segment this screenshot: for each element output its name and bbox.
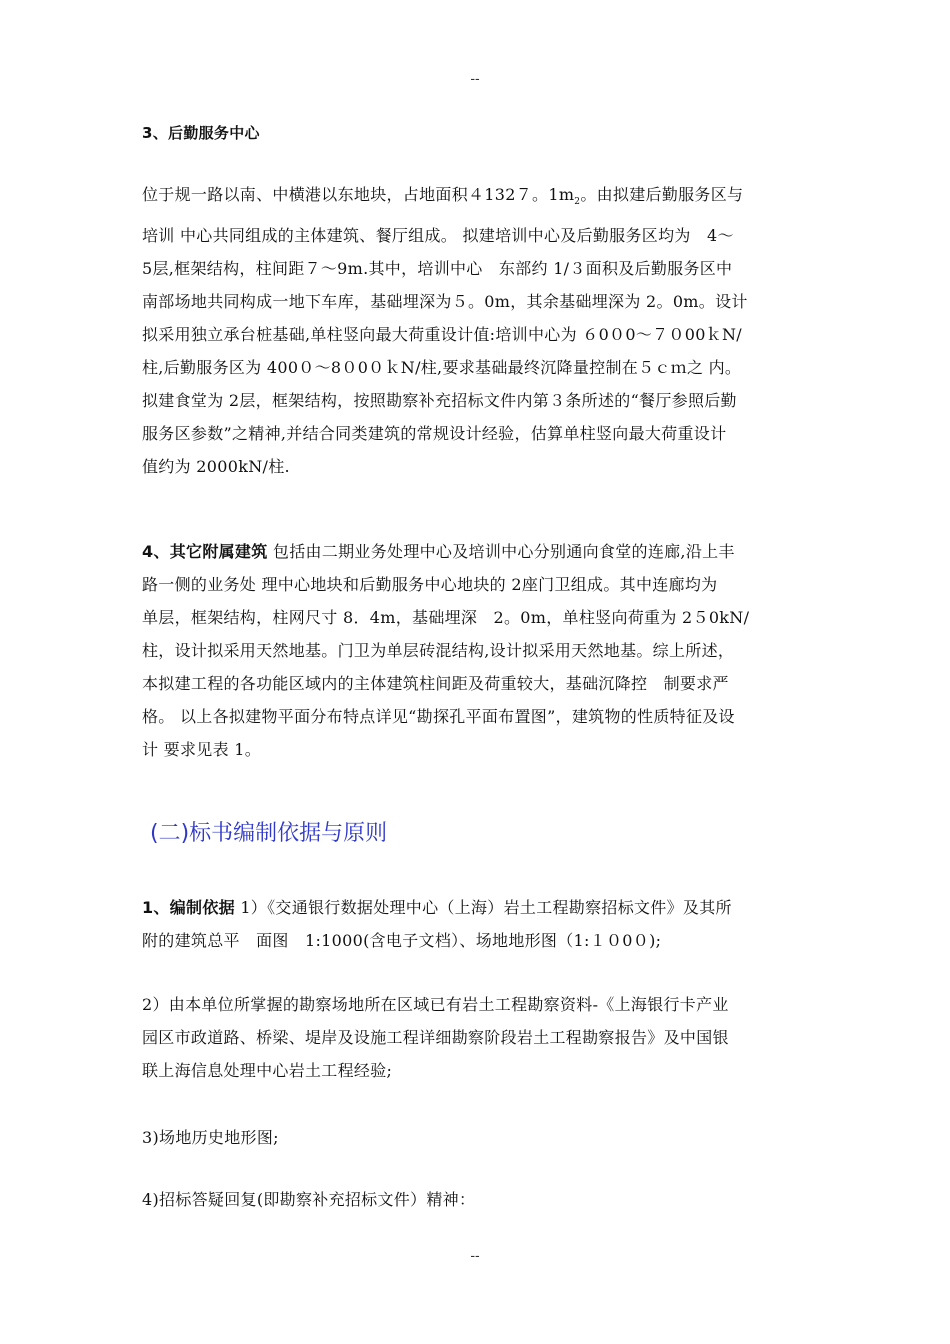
section4-line-5: 本拟建工程的各功能区域内的主体建筑柱间距及荷重较大，基础沉降控 制要求严 — [142, 674, 729, 693]
section3-line-1: 位于规一路以南、中横港以东地块，占地面积４132７。$1m_2$。由拟建后勤服务区与 — [142, 185, 744, 207]
basis-line-2: 附的建筑总平 面图 1:1000(含电子文档）、场地地形图（1:１０0０); — [142, 931, 662, 950]
section3-body — [142, 178, 810, 483]
section4-line-3: 单层，框架结构，柱网尺寸 8．4m，基础埋深 2。0m，单柱竖向荷重为 2５0kN/ — [142, 608, 750, 627]
section3-line-7: 拟建食堂为 2层，框架结构，按照勘察补充招标文件内第３条所述的“餐厅参照后勤 — [142, 391, 737, 410]
section4-heading: 4、其它附属建筑 — [142, 542, 268, 561]
section3-line-3: 5层,框架结构，柱间距７～9m.其中，培训中心 东部约 1/３面积及后勤服务区中 — [142, 259, 733, 278]
section3-line-8: 服务区参数”之精神,并结合同类建筑的常规设计经验，估算单柱竖向最大荷重设计 — [142, 424, 727, 443]
basis-item2-line-3: 联上海信息处理中心岩土工程经验; — [142, 1061, 393, 1080]
section-heading-basis-principles: (二)标书编制依据与原则 — [150, 821, 388, 846]
section3-heading: 3、后勤服务中心 — [142, 124, 260, 142]
section4-body — [142, 535, 810, 766]
basis-item-4: 4)招标答疑回复(即勘察补充招标文件）精神： — [142, 1190, 476, 1209]
section3-line-9: 值约为 2000kN/柱. — [142, 457, 290, 476]
basis-item2-line-1: 2）由本单位所掌握的勘察场地所在区域已有岩土工程勘察资料-《上海银行卡产业 — [142, 995, 729, 1014]
page-footer-mark: -- — [470, 1247, 480, 1263]
basis-item2-line-2: 园区市政道路、桥梁、堤岸及设施工程详细勘察阶段岩土工程勘察报告》及中国银 — [142, 1028, 729, 1047]
page-header-mark: -- — [470, 70, 480, 86]
basis-heading: 1、编制依据 — [142, 898, 235, 917]
section4-line-7: 计 要求见表 1。 — [142, 740, 262, 759]
area-unit-subscript: 2 — [574, 197, 581, 207]
basis-line-1: 1、编制依据 1）《交通银行数据处理中心（上海）岩土工程勘察招标文件》及其所 — [142, 898, 732, 917]
basis-item-2 — [142, 988, 810, 1087]
section4-line-1: 4、其它附属建筑 包括由二期业务处理中心及培训中心分别通向食堂的连廊,沿上丰 — [142, 542, 735, 561]
section3-line-2: 培训 中心共同组成的主体建筑、餐厅组成。 拟建培训中心及后勤服务区均为 4～ — [142, 226, 734, 245]
section3-line-4: 南部场地共同构成一地下车库，基础埋深为５。0m，其余基础埋深为 2。0m。设计 — [142, 292, 748, 311]
section4-line-4: 柱，设计拟采用天然地基。门卫为单层砖混结构,设计拟采用天然地基。综上所述， — [142, 641, 735, 660]
section3-line-5: 拟采用独立承台桩基础,单柱竖向最大荷重设计值:培训中心为 ６0０0～７０00ｋN/ — [142, 325, 742, 344]
basis-item-3: 3)场地历史地形图; — [142, 1128, 279, 1147]
basis-item-1 — [142, 891, 810, 957]
section3-line-6: 柱,后勤服务区为 400０～8０0０ｋN/柱,要求基础最终沉降量控制在５ｃｍ之 内。 — [142, 358, 742, 377]
section4-line-6: 格。 以上各拟建物平面分布特点详见“勘探孔平面布置图”，建筑物的性质特征及设 — [142, 707, 735, 726]
section4-line-2: 路一侧的业务处 理中心地块和后勤服务中心地块的 2座门卫组成。其中连廊均为 — [142, 575, 718, 594]
